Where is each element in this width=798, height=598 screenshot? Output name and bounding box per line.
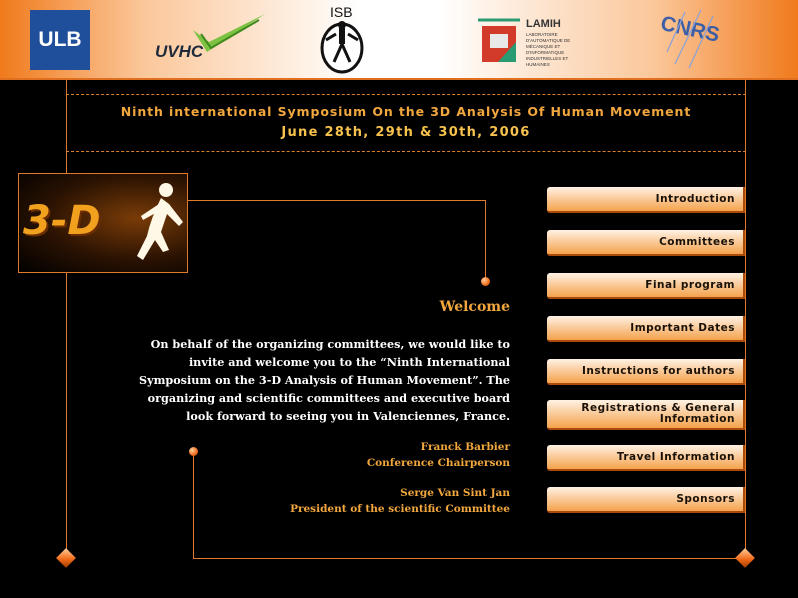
ulb-logo[interactable] [30,10,90,70]
nav-instructions-button[interactable]: Instructions for authors [547,359,745,385]
signature-name: Serge Van Sint Jan [400,487,510,499]
nav-sponsors-button[interactable]: Sponsors [547,487,745,513]
right-corner-diamond-icon [735,548,755,568]
cnrs-logo-label: CNRS [658,11,722,47]
title-bottom-divider [66,151,746,152]
nav-registrations-button[interactable]: Registrations & General Information [547,400,745,430]
signature-chairperson [120,440,510,471]
isb-logo[interactable] [318,4,378,74]
uvhc-logo-text: UVHC [155,42,204,61]
welcome-heading: Welcome [439,299,510,315]
nav-travel-information-button[interactable]: Travel Information [547,445,745,471]
welcome-text: On behalf of the organizing committees, we would like to invite and welcome you to the “Ninth International Symposium on the 3-D Analysis of Human Movement”. The organizing and scientific committees and executive board look forward to seeing you in Valenciennes, France. [138,337,510,423]
nav-final-program-button[interactable]: Final program [547,273,745,299]
hero-connector-line [188,200,485,201]
lamih-logo-subtitle: LABORATOIRE D'AUTOMATIQUE DE MÉCANIQUE ET D'INFORMATIQUE INDUSTRIELLES ET HUMAINES [526,32,571,67]
ulb-logo-text: ULB [38,28,82,51]
nav-important-dates-button[interactable]: Important Dates [547,316,745,342]
lamih-logo-text: LAMIH [526,18,561,30]
left-corner-diamond-icon [56,548,76,568]
bottom-connector-line [193,558,739,559]
signature-role: Conference Chairperson [366,456,510,469]
isb-logo-text: ISB [330,4,353,20]
nav-introduction-button[interactable]: Introduction [547,187,745,213]
isb-emblem-icon [318,4,378,74]
hero-3d-text: 3-D [23,198,101,244]
signature-president [120,486,510,517]
cnrs-logo[interactable] [655,6,725,72]
signature-role: President of the scientific Committee [290,502,510,515]
uvhc-logo[interactable] [155,12,270,64]
hero-3d-image [18,173,188,273]
symposium-name: Ninth international Symposium On the 3D Analysis Of Human Movement [120,104,692,119]
cnrs-logo-text [655,6,725,72]
runner-silhouette-icon [19,174,188,273]
header-banner [0,0,798,80]
hero-connector-drop [485,200,486,278]
nav-committees-button[interactable]: Committees [547,230,745,256]
signature-name: Franck Barbier [420,441,510,453]
lamih-emblem-icon [476,12,524,68]
welcome-section [120,297,510,517]
symposium-title [66,101,746,143]
title-top-divider [66,94,746,95]
symposium-dates: June 28th, 29th & 30th, 2006 [281,125,531,140]
connector-dot-top [481,277,490,286]
lamih-logo[interactable] [476,12,571,68]
